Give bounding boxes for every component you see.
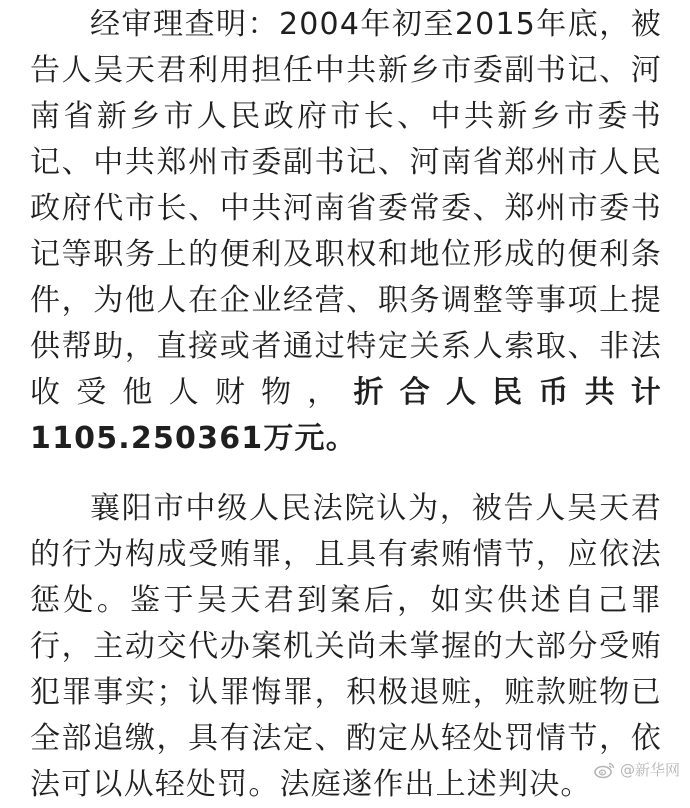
paragraph-court-opinion: [30, 486, 662, 808]
watermark: [594, 759, 680, 780]
article-body: [30, 0, 662, 808]
weibo-logo-icon: [594, 761, 616, 779]
watermark-text: @新华网: [619, 761, 680, 779]
bribe-amount-text: 折合人民币共计1105.250361万元。: [30, 375, 663, 456]
findings-text: 经审理查明：2004年初至2015年底，被告人吴天君利用担任中共新乡市委副书记、河南省新乡市人民政府市长、中共新乡市委书记、中共郑州市委副书记、河南省郑州市人民政府代市长、中共河南省委常委、郑州市委书记等职务上的便利及职权和地位形成的便利条件，为他人在企业经营、职务调整等事项上提供帮助，直接或者通过特定关系人索取、非法收受他人财物，: [30, 7, 662, 410]
paragraph-findings: [30, 0, 662, 462]
court-opinion-text: 襄阳市中级人民法院认为，被告人吴天君的行为构成受贿罪，且具有索贿情节，应依法惩处。鉴于吴天君到案后，如实供述自己罪行，主动交代办案机关尚未掌握的大部分受贿犯罪事实；认罪悔罪，积极退赃，赃款赃物已全部追缴，具有法定、酌定从轻处罚情节，依法可以从轻处罚。法庭遂作出上述判决。: [30, 491, 662, 802]
